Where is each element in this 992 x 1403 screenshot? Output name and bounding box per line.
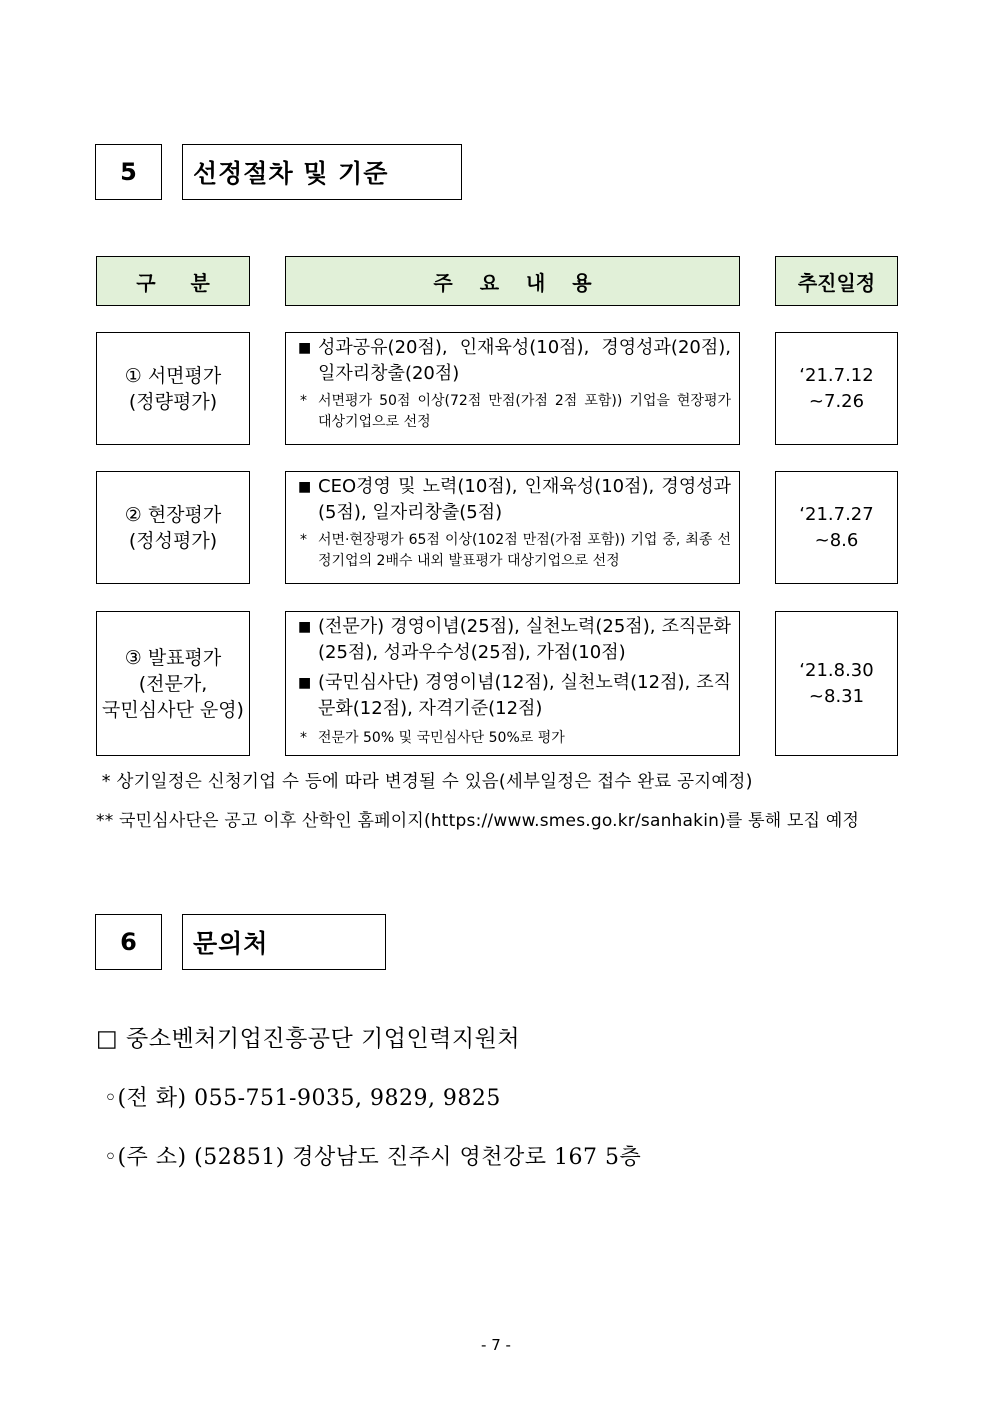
bullet-marker: ■ [298, 619, 312, 635]
note-marker: * [300, 393, 307, 409]
row-1-category-line: ① 서면평가 [124, 364, 222, 387]
section-5-title: 선정절차 및 기준 [182, 144, 462, 200]
footnote-public-panel: ** 국민심사단은 공고 이후 산학인 홈페이지(https://www.smes.go.kr/sanhakin)를 통해 모집 예정 [96, 811, 860, 831]
row-1-schedule-start: ‘21.7.12 [799, 364, 874, 386]
row-2-bullet: ■ CEO경영 및 노력(10점), 인재육성(10점), 경영성과(5점), 일자리창출(5점) [298, 474, 731, 526]
row-3-category-line: ③ 발표평가 [124, 646, 222, 669]
row-3-bullet: ■ (국민심사단) 경영이념(12점), 실천노력(12점), 조직문화(12점), 자격기준(12점) [298, 670, 731, 722]
row-2-schedule-end: ~8.6 [814, 529, 859, 551]
contact-organization: □ 중소벤처기업진흥공단 기업인력지원처 [96, 1026, 521, 1052]
row-2-category [96, 471, 250, 584]
header-category: 구 분 [96, 256, 250, 306]
row-2-category-line: (정성평가) [128, 529, 218, 552]
row-3-category-line: (전문가, [138, 672, 208, 695]
footnote-schedule-change: * 상기일정은 신청기업 수 등에 따라 변경될 수 있음(세부일정은 접수 완료 공지예정) [96, 772, 753, 792]
row-3-category-line: 국민심사단 운영) [102, 698, 244, 721]
row-3-schedule-start: ‘21.8.30 [799, 659, 874, 681]
section-6-title: 문의처 [182, 914, 386, 970]
note-marker: * [300, 730, 307, 746]
row-1-content [285, 332, 740, 445]
row-3-content [285, 611, 740, 756]
row-2-category-line: ② 현장평가 [124, 503, 222, 526]
row-2-schedule-start: ‘21.7.27 [799, 503, 874, 525]
row-2-content [285, 471, 740, 584]
header-content: 주 요 내 용 [285, 256, 740, 306]
row-1-note: * 서면평가 50점 이상(72점 만점(가점 2점 포함)) 기업을 현장평가 대상기업으로 선정 [298, 391, 731, 433]
row-3-note: * 전문가 50% 및 국민심사단 50%로 평가 [298, 728, 731, 749]
row-3-category [96, 611, 250, 756]
bullet-marker: ■ [298, 675, 312, 691]
contact-address: ◦(주 소) (52851) 경상남도 진주시 영천강로 167 5층 [104, 1145, 642, 1170]
row-2-schedule [775, 471, 898, 584]
section-6-number: 6 [95, 914, 162, 970]
row-1-category-line: (정량평가) [128, 390, 218, 413]
row-1-schedule [775, 332, 898, 445]
row-1-bullet: ■ 성과공유(20점), 인재육성(10점), 경영성과(20점), 일자리창출(20점) [298, 335, 731, 387]
row-1-schedule-end: ~7.26 [808, 390, 865, 412]
bullet-marker: ■ [298, 479, 312, 495]
row-3-bullet: ■ (전문가) 경영이념(25점), 실천노력(25점), 조직문화(25점), 성과우수성(25점), 가점(10점) [298, 614, 731, 666]
row-3-schedule [775, 611, 898, 756]
page-number: - 7 - [481, 1336, 511, 1354]
contact-phone: ◦(전 화) 055-751-9035, 9829, 9825 [104, 1086, 501, 1111]
row-3-schedule-end: ~8.31 [808, 685, 865, 707]
row-2-note: * 서면·현장평가 65점 이상(102점 만점(가점 포함)) 기업 중, 최종 선정기업의 2배수 내외 발표평가 대상기업으로 선정 [298, 530, 731, 572]
note-marker: * [300, 532, 307, 548]
section-5-number: 5 [95, 144, 162, 200]
header-schedule: 추진일정 [775, 256, 898, 306]
row-1-category [96, 332, 250, 445]
bullet-marker: ■ [298, 340, 312, 356]
